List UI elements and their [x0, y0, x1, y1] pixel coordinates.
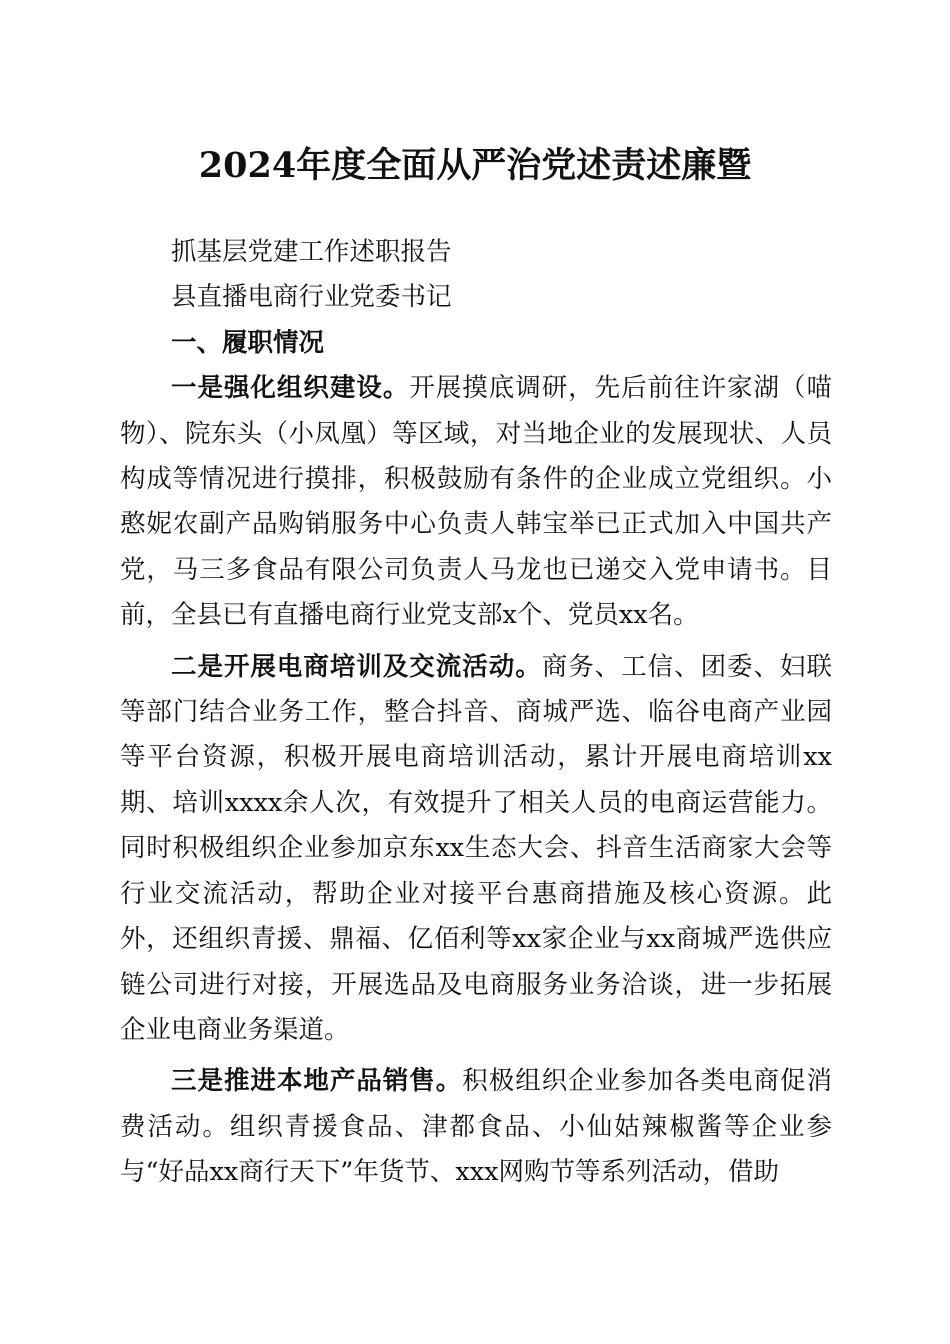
report-subtitle: 抓基层党建工作述职报告	[171, 237, 452, 267]
paragraph-text: 开展摸底调研，先后前往许家湖（喵物）、院东头（小凤凰）等区域，对当地企业的发展现状、人员构成等情况进行摸排，积极鼓励有条件的企业成立党组织。小憨妮农副产品购销服务中心负责人韩宝举已正式加入中国共产党，马三多食品有限公司负责人马龙也已递交入党申请书。目前，全县已有直播电商行业党支部x个、党员xx名。	[120, 373, 832, 631]
paragraph-3	[120, 1059, 832, 1195]
paragraph-2	[120, 645, 832, 1054]
section-heading: 一、履职情况	[171, 327, 325, 358]
paragraph-text: 积极组织企业参加各类电商促消费活动。组织青援食品、津都食品、小仙姑辣椒酱等企业参与“好品xx商行天下”年货节、xxx网购节等系列活动，借助	[120, 1066, 832, 1188]
report-author: 县直播电商行业党委书记	[171, 282, 452, 313]
paragraph-lead: 三是推进本地产品销售。	[171, 1066, 463, 1097]
paragraph-text: 商务、工信、团委、妇联等部门结合业务工作，整合抖音、商城严选、临谷电商产业园等平台资源，积极开展电商培训活动，累计开展电商培训xx期、培训xxxx余人次，有效提升了相关人员的电商运营能力。同时积极组织企业参加京东xx生态大会、抖音生活商家大会等行业交流活动，帮助企业对接平台惠商措施及核心资源。此外，还组织青援、鼎福、亿佰利等xx家企业与xx商城严选供应链公司进行对接，开展选品及电商服务业务洽谈，进一步拓展企业电商业务渠道。	[120, 651, 832, 1045]
paragraph-lead: 一是强化组织建设。	[171, 373, 410, 404]
paragraph-1	[120, 366, 832, 638]
paragraph-lead: 二是开展电商培训及交流活动。	[171, 651, 542, 682]
document-body	[120, 230, 832, 1196]
document-title: 2024年度全面从严治党述责述廉暨	[198, 145, 752, 186]
